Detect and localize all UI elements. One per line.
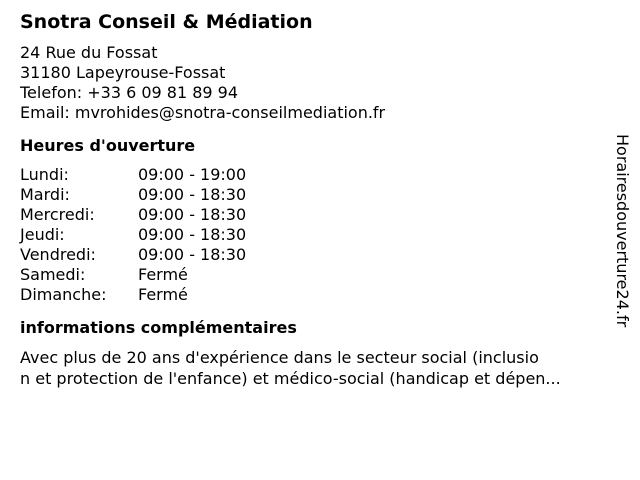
address-line-2: 31180 Lapeyrouse-Fossat <box>20 63 226 82</box>
address-line-1: 24 Rue du Fossat <box>20 43 158 62</box>
watermark-container <box>612 134 632 374</box>
hours-day: Samedi: <box>20 265 86 284</box>
hours-time: 09:00 - 18:30 <box>138 225 247 244</box>
hours-day: Jeudi: <box>20 225 65 244</box>
info-line-2: n et protection de l'enfance) et médico-social (handicap et dépen... <box>20 369 561 388</box>
watermark-text: Horairesdouverture24.fr <box>613 134 632 328</box>
hours-row <box>20 225 610 245</box>
hours-day: Mardi: <box>20 185 70 204</box>
hours-title: Heures d'ouverture <box>20 136 196 155</box>
hours-time: Fermé <box>138 265 188 284</box>
hours-row <box>20 285 610 305</box>
email-line: Email: mvrohides@snotra-conseilmediation.fr <box>20 103 386 122</box>
hours-time: 09:00 - 18:30 <box>138 205 247 224</box>
hours-table <box>20 165 610 305</box>
hours-row <box>20 205 610 225</box>
hours-day: Lundi: <box>20 165 69 184</box>
hours-row <box>20 185 610 205</box>
info-text <box>20 347 620 389</box>
info-line-1: Avec plus de 20 ans d'expérience dans le secteur social (inclusio <box>20 348 539 367</box>
contact-block <box>20 43 610 123</box>
hours-row <box>20 245 610 265</box>
hours-row <box>20 265 610 285</box>
hours-day: Vendredi: <box>20 245 96 264</box>
phone-line: Telefon: +33 6 09 81 89 94 <box>20 83 239 102</box>
business-name: Snotra Conseil & Médiation <box>20 11 313 33</box>
hours-time: 09:00 - 18:30 <box>138 245 247 264</box>
hours-time: 09:00 - 19:00 <box>138 165 247 184</box>
hours-time: 09:00 - 18:30 <box>138 185 247 204</box>
info-title: informations complémentaires <box>20 318 297 337</box>
business-card <box>20 10 610 389</box>
hours-row <box>20 165 610 185</box>
hours-day: Mercredi: <box>20 205 95 224</box>
hours-time: Fermé <box>138 285 188 304</box>
hours-day: Dimanche: <box>20 285 107 304</box>
